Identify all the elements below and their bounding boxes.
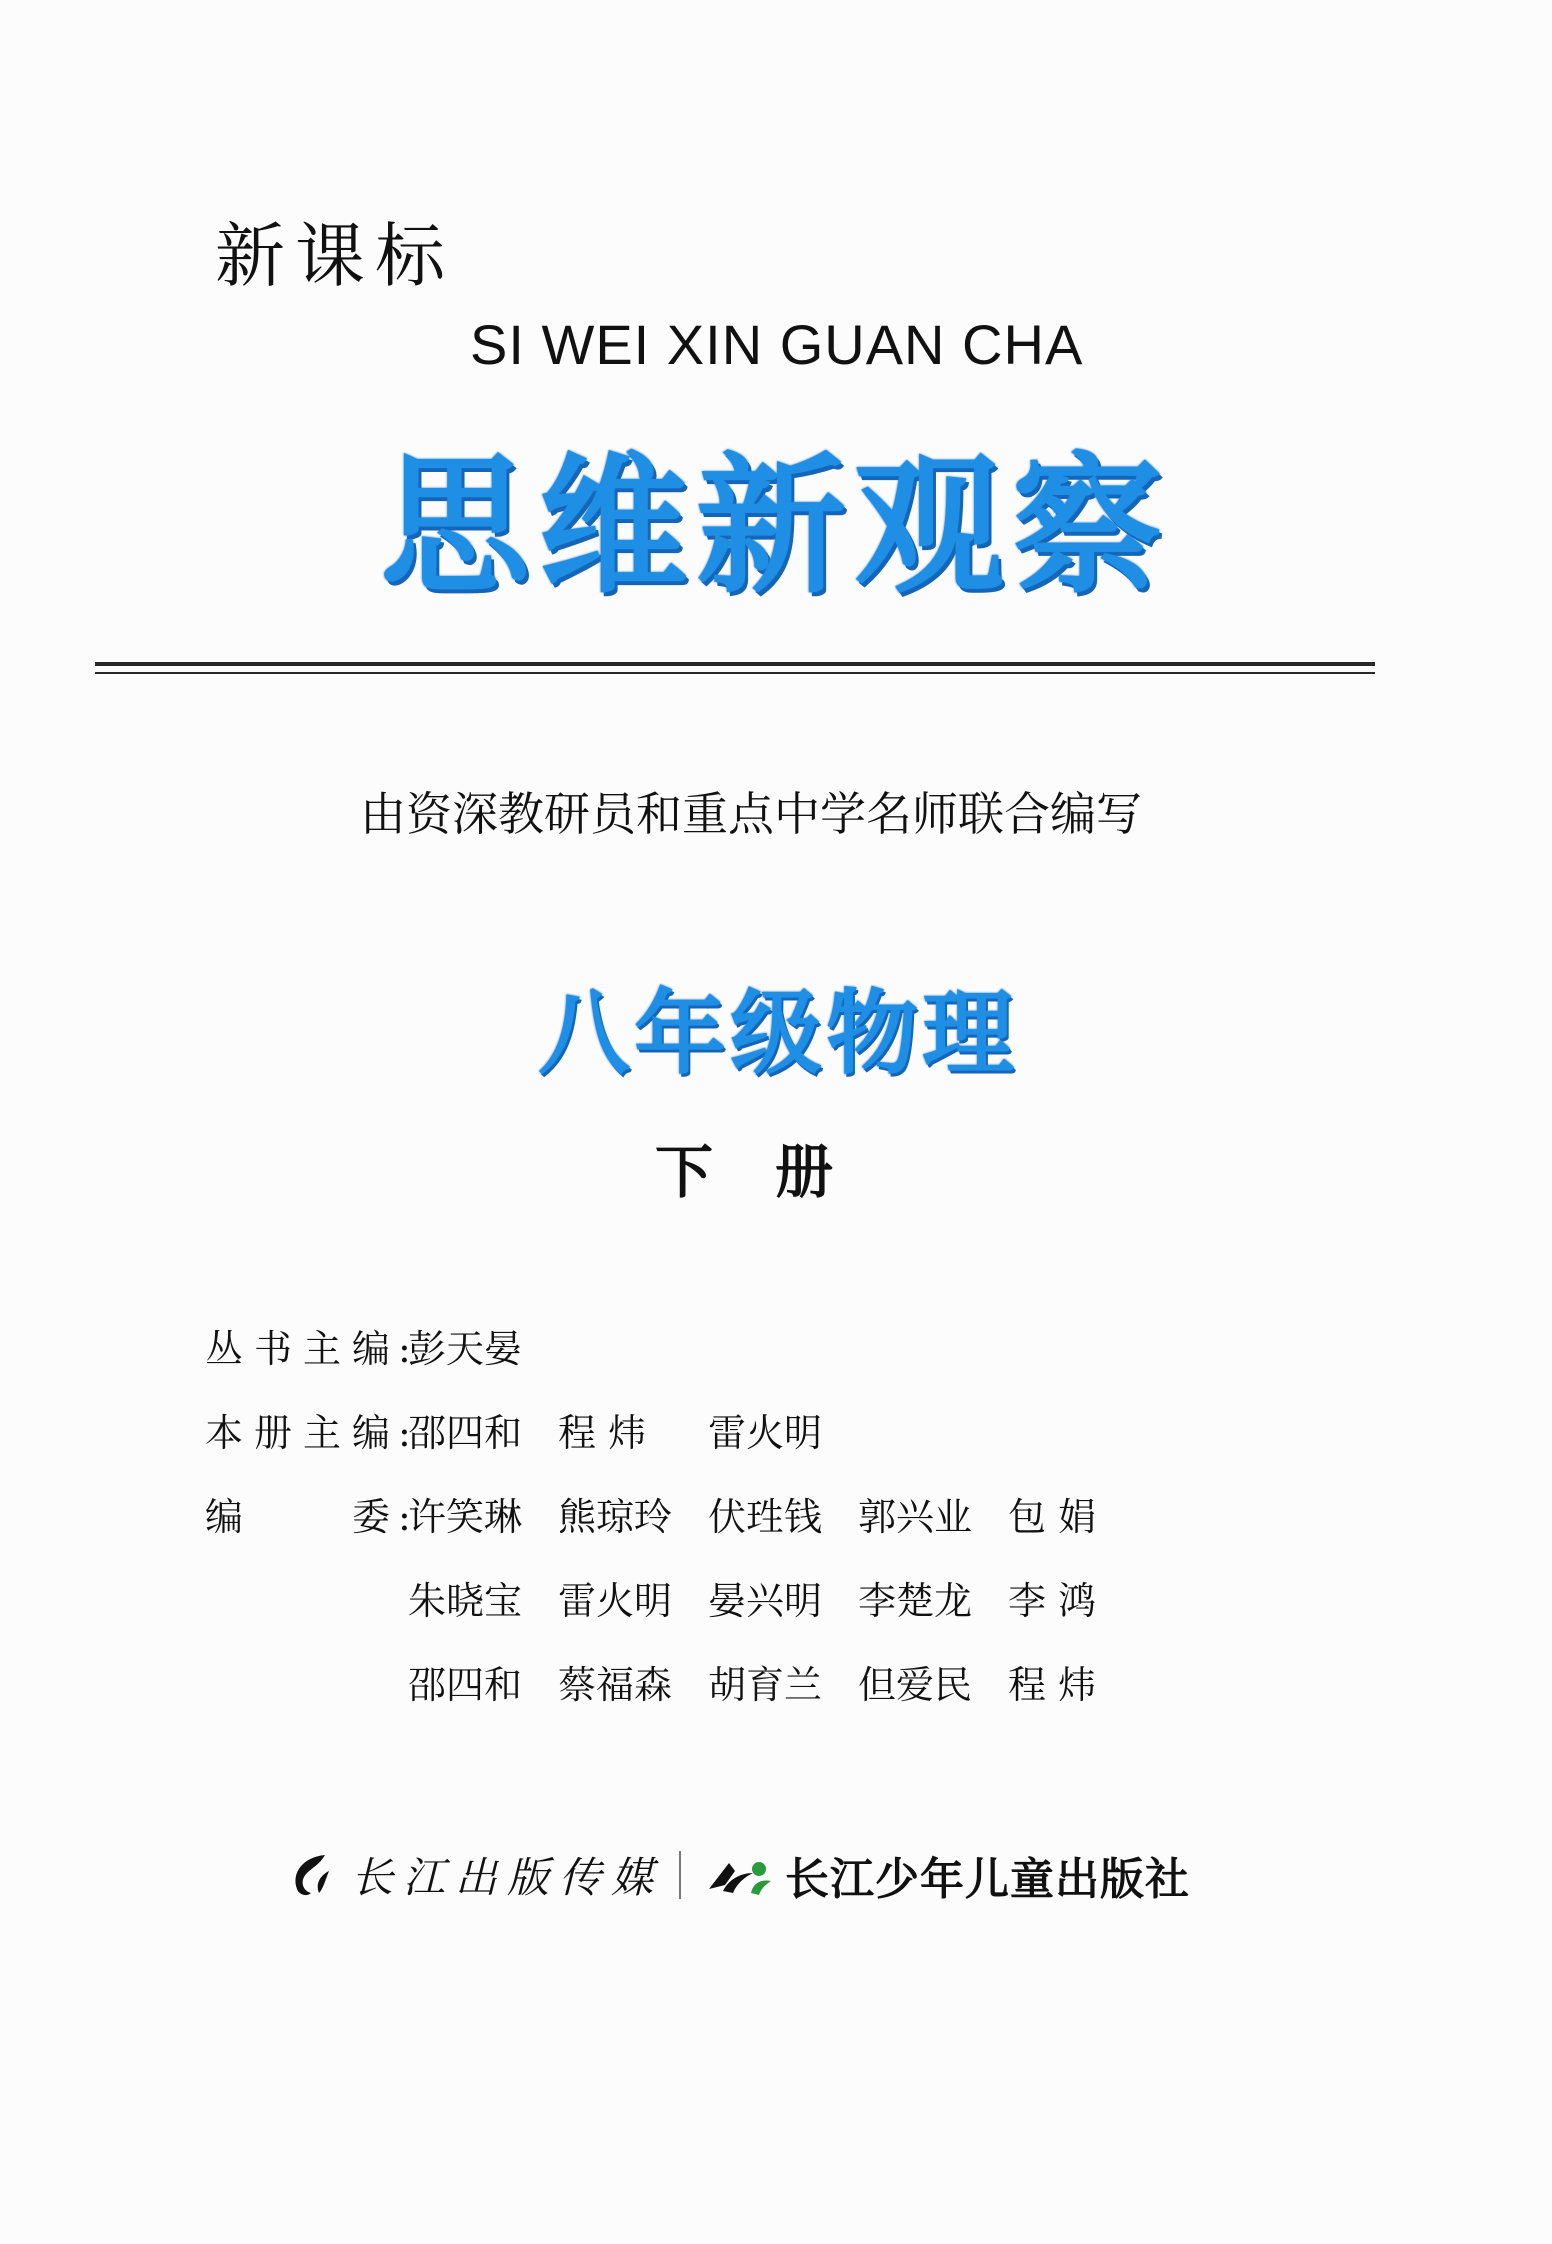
publisher-press-name: 长江少年儿童出版社 xyxy=(785,1854,1191,1905)
committee-row-2 xyxy=(205,1570,1158,1654)
volume-label: 下册 xyxy=(655,1138,896,1206)
credit-name: 程 炜 xyxy=(1008,1663,1097,1707)
changjiang-media-logo-icon xyxy=(285,1849,337,1901)
publisher-divider xyxy=(679,1851,681,1899)
credit-names xyxy=(408,1570,1158,1625)
credit-label: 本册主编 xyxy=(205,1411,390,1455)
credit-name: 蔡福森 xyxy=(558,1663,673,1707)
credit-name: 雷火明 xyxy=(708,1411,823,1455)
subject-title: 八年级物理 xyxy=(537,980,1018,1087)
childrens-press-logo-icon xyxy=(705,1849,775,1901)
credit-name: 朱晓宝 xyxy=(408,1579,523,1623)
credit-names xyxy=(408,1402,858,1457)
credit-name: 晏兴明 xyxy=(708,1579,823,1623)
credit-name: 邵四和 xyxy=(408,1663,523,1707)
credit-colon: : xyxy=(398,1327,411,1371)
credit-names xyxy=(408,1654,1158,1709)
divider-rule-thin xyxy=(95,672,1375,674)
committee-row-3 xyxy=(205,1654,1158,1738)
credit-name: 雷火明 xyxy=(558,1579,673,1623)
credit-label: 丛书主编 xyxy=(205,1327,390,1371)
credit-name: 郭兴业 xyxy=(858,1495,973,1539)
credit-colon: : xyxy=(398,1411,411,1455)
credit-label: 编委 xyxy=(205,1495,390,1539)
credit-name: 胡育兰 xyxy=(708,1663,823,1707)
credit-name: 许笑琳 xyxy=(408,1495,523,1539)
credit-name: 程 炜 xyxy=(558,1411,647,1455)
credit-name: 李 鸿 xyxy=(1008,1579,1097,1623)
publisher-group-name: 长江出版传媒 xyxy=(351,1853,664,1902)
volume-editor-row xyxy=(205,1402,1158,1486)
credit-name: 邵四和 xyxy=(408,1411,523,1455)
credit-name: 伏珄钱 xyxy=(708,1495,823,1539)
publisher-bar xyxy=(285,1840,1190,1910)
series-editor-row xyxy=(205,1318,1158,1402)
authorship-note: 由资深教研员和重点中学名师联合编写 xyxy=(360,787,1142,841)
credit-name: 彭天晏 xyxy=(408,1327,523,1371)
credit-name: 包 娟 xyxy=(1008,1495,1097,1539)
credit-names xyxy=(408,1318,558,1373)
credit-name: 熊琼玲 xyxy=(558,1495,673,1539)
credit-name: 李楚龙 xyxy=(858,1579,973,1623)
credits-block xyxy=(205,1318,1158,1738)
credit-name: 但爱民 xyxy=(858,1663,973,1707)
pinyin-title: SI WEI XIN GUAN CHA xyxy=(470,313,1084,376)
committee-row-1 xyxy=(205,1486,1158,1570)
main-title: 思维新观察 xyxy=(379,440,1170,614)
series-tag: 新课标 xyxy=(215,215,455,297)
credit-colon: : xyxy=(398,1495,411,1539)
credit-names xyxy=(408,1486,1158,1541)
divider-rule xyxy=(95,662,1375,666)
